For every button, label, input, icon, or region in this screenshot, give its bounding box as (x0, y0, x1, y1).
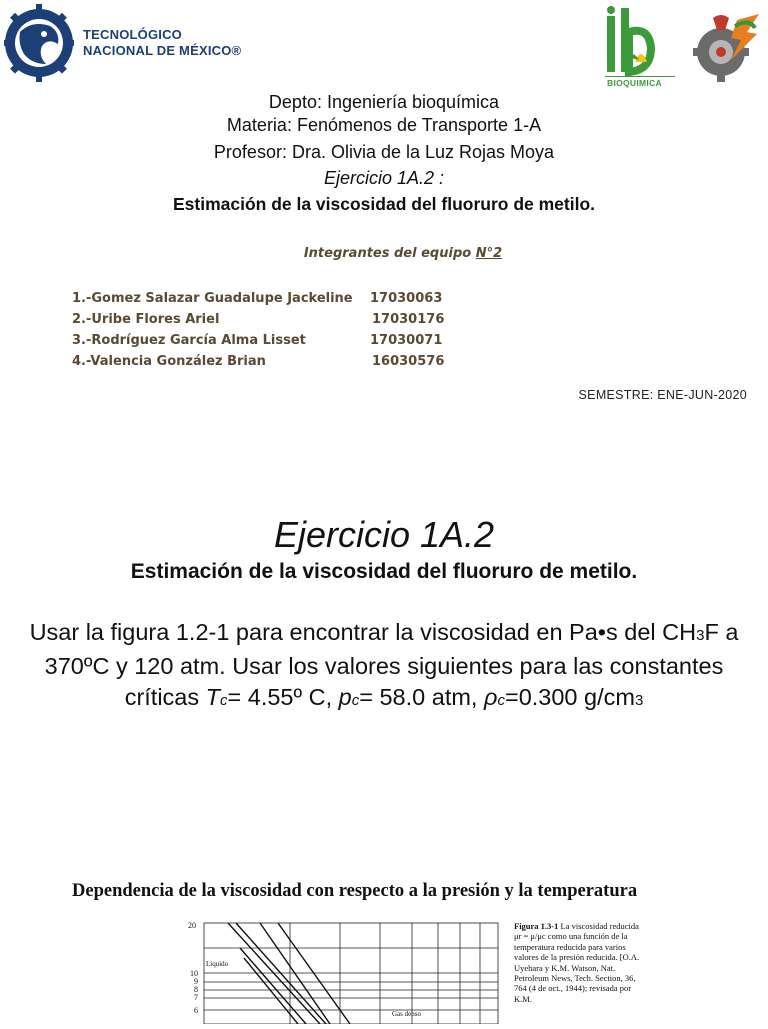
ib-bioquimica-logo (605, 6, 675, 90)
member-id: 17030063 (370, 291, 443, 306)
member-name: 4.-Valencia González Brian (72, 354, 266, 369)
y-tick-label: 6 (194, 1006, 198, 1015)
tecnm-line-1: TECNOLÓGICO (83, 27, 182, 42)
team-member-row (72, 351, 452, 372)
team-member-list (72, 288, 452, 372)
itc-gear-logo (693, 12, 763, 84)
y-tick-label: 8 (194, 985, 198, 994)
pc-symbol: p (338, 684, 352, 710)
caption-text: La viscosidad reducida μr = μ/μc como una función de la temperatura reducida para varios valores de la presión reducida. [O.A. Uyehara y K.M. Watson, Nat. Petroleum News, Tech. Section, 36, 764 (4 de oct., 1944); revisada por K.M. (514, 921, 640, 1004)
viscosity-chart-image (180, 918, 502, 1024)
team-member-row (72, 309, 452, 330)
tc-subscript: c (220, 692, 228, 709)
figure-title: Dependencia de la viscosidad con respecto a la presión y la temperatura (72, 881, 638, 901)
member-name: 3.-Rodríguez García Alma Lisset (72, 333, 306, 348)
tecnm-eagle-logo (2, 2, 76, 84)
team-heading-label: Integrantes del equipo (303, 246, 476, 261)
figure-caption (514, 921, 644, 1004)
professor-line: Profesor: Dra. Olivia de la Luz Rojas Moya (213, 142, 555, 162)
statement-part: = 4.55º C, (227, 684, 339, 710)
statement-part: Usar la figura 1.2-1 para encontrar la viscosidad en Pa•s del CH (29, 619, 697, 645)
exercise-title: Ejercicio 1A.2 (273, 514, 495, 555)
member-id: 16030576 (372, 354, 445, 369)
member-id: 17030176 (372, 312, 445, 327)
exercise-label: Ejercicio 1A.2 : (323, 168, 445, 188)
rho-subscript: c (497, 692, 505, 709)
statement-part: = 58.0 atm, (359, 684, 484, 710)
exercise-statement (20, 617, 748, 716)
dense-gas-label: Gas denso (392, 1010, 421, 1018)
y-tick-label: 10 (190, 969, 198, 978)
statement-part: =0.300 g/cm (504, 684, 635, 710)
member-name: 2.-Uribe Flores Ariel (72, 312, 220, 327)
liquid-label: Líquido (206, 960, 229, 968)
team-number: N°2 (475, 246, 503, 261)
tecnm-name (83, 27, 241, 59)
subject-line: Materia: Fenómenos de Transporte 1-A (226, 115, 542, 135)
team-member-row (72, 330, 452, 351)
member-name: 1.-Gomez Salazar Guadalupe Jackeline (72, 291, 353, 306)
statement-subscript: 3 (696, 627, 705, 644)
team-heading (0, 246, 768, 261)
statement-part: F a 370ºC y 120 atm. Usar los valores siguientes para las constantes críticas (44, 619, 739, 710)
y-tick-label: 7 (194, 993, 198, 1002)
semester-label: SEMESTRE: ENE-JUN-2020 (578, 388, 747, 402)
tecnm-line-2: NACIONAL DE MÉXICO® (83, 43, 242, 58)
y-tick-label: 9 (194, 977, 198, 986)
exercise-title-subtitle: Estimación de la viscosidad del fluoruro de metilo. (130, 560, 638, 583)
ib-logo-text: BIOQUIMICA (607, 78, 662, 88)
caption-label: Figura 1.3-1 (514, 921, 559, 931)
department-line: Depto: Ingeniería bioquímica (268, 92, 500, 112)
pc-subscript: c (351, 692, 360, 709)
team-member-row (72, 288, 452, 309)
statement-subscript: 3 (634, 692, 644, 709)
tc-symbol: T (205, 684, 221, 710)
exercise-subtitle: Estimación de la viscosidad del fluoruro de metilo. (172, 194, 596, 214)
y-tick-label: 20 (188, 921, 196, 930)
rho-symbol: ρ (484, 684, 498, 710)
member-id: 17030071 (370, 333, 443, 348)
